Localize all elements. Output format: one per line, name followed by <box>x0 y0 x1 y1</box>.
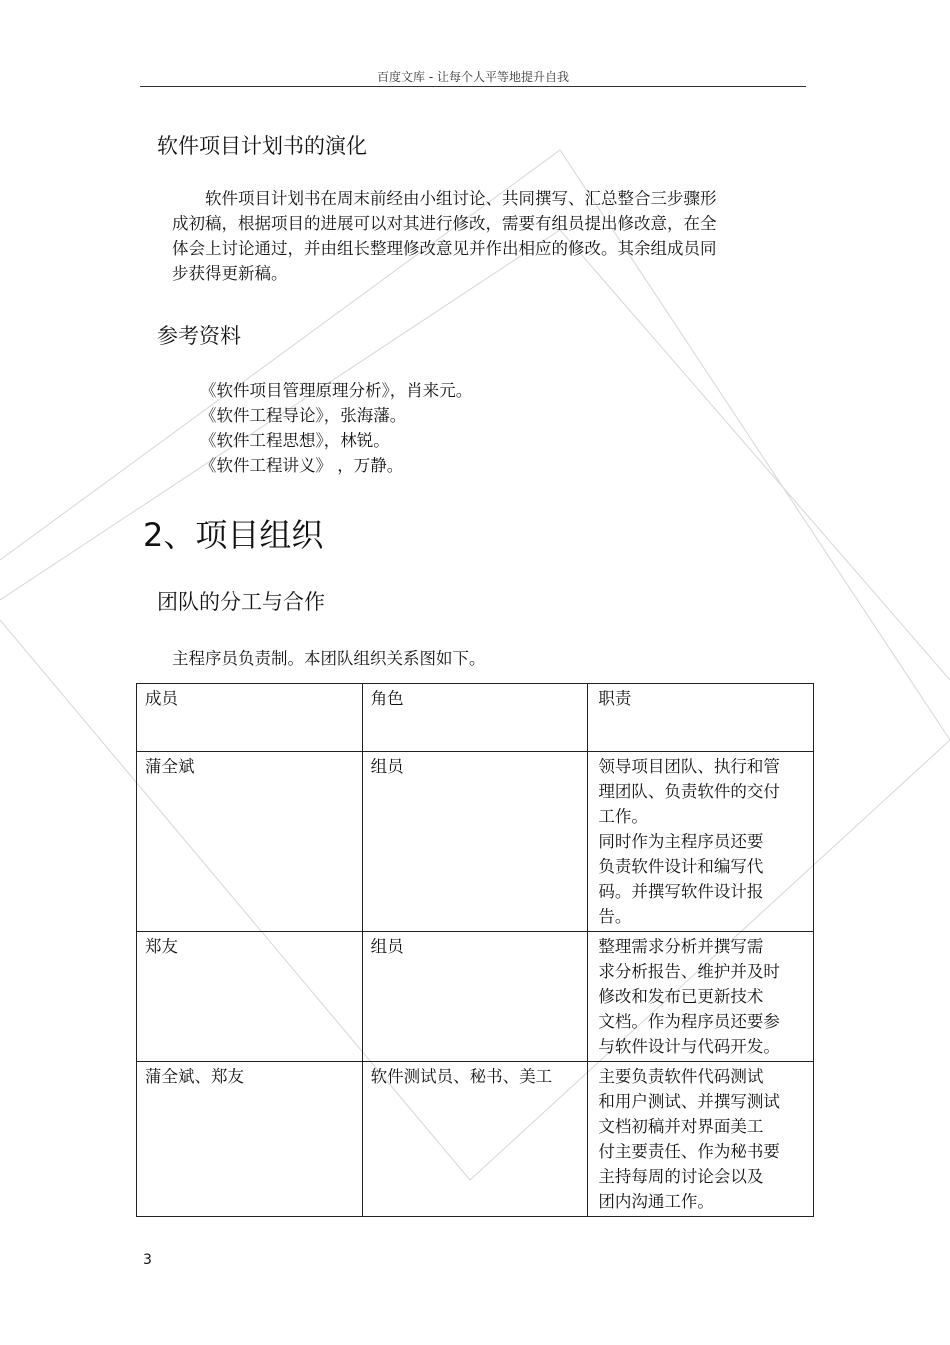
evolution-line: 步获得更新稿。 <box>172 264 288 283</box>
member-cell: 蒲全斌、郑友 <box>137 1062 363 1217</box>
duty-line: 理团队、负责软件的交付 <box>598 782 780 801</box>
duty-line: 告。 <box>598 907 632 926</box>
reference-item: 《软件工程导论》，张海藩。 <box>200 406 407 425</box>
table-row <box>137 1062 814 1217</box>
chapter-heading: 2、项目组织 <box>143 516 324 554</box>
duty-line: 主要负责软件代码测试 <box>598 1067 764 1086</box>
reference-item: 《软件项目管理原理分析》，肖来元。 <box>200 381 473 400</box>
duty-line: 主持每周的讨论会以及 <box>598 1167 764 1186</box>
reference-list <box>200 378 472 478</box>
duty-line: 和用户测试、并撰写测试 <box>598 1092 780 1111</box>
team-intro: 主程序员负责制。本团队组织关系图如下。 <box>172 649 486 668</box>
reference-item: 《软件工程思想》，林锐。 <box>200 431 390 450</box>
section-title-references: 参考资料 <box>157 324 241 348</box>
duty-line: 负责软件设计和编写代 <box>598 857 764 876</box>
reference-item: 《软件工程讲义》 ，万静。 <box>200 456 404 475</box>
duty-line: 修改和发布已更新技术 <box>598 987 764 1006</box>
duty-cell <box>588 932 814 1062</box>
duty-line: 求分析报告、维护并及时 <box>598 962 780 981</box>
team-roles-table <box>136 683 814 1217</box>
table-row <box>137 752 814 932</box>
duty-line: 码。并撰写软件设计报 <box>598 882 764 901</box>
role-cell: 软件测试员、秘书、美工 <box>362 1062 588 1217</box>
evolution-paragraph <box>172 186 772 286</box>
header-text: 百度文库 - 让每个人平等地提升自我 <box>377 70 569 84</box>
page-number: 3 <box>143 1252 152 1268</box>
section-title-team: 团队的分工与合作 <box>157 590 325 614</box>
header-cell-duty: 职责 <box>588 684 814 752</box>
duty-line: 工作。 <box>598 807 648 826</box>
duty-line: 与软件设计与代码开发。 <box>598 1037 780 1056</box>
duty-line: 整理需求分析并撰写需 <box>598 937 764 956</box>
duty-line: 同时作为主程序员还要 <box>598 832 764 851</box>
header-cell-member: 成员 <box>137 684 363 752</box>
role-cell: 组员 <box>362 932 588 1062</box>
table-header-row <box>137 684 814 752</box>
member-cell: 蒲全斌 <box>137 752 363 932</box>
table-row <box>137 932 814 1062</box>
member-cell: 郑友 <box>137 932 363 1062</box>
duty-line: 团内沟通工作。 <box>598 1192 714 1211</box>
page-header <box>140 64 806 87</box>
duty-cell <box>588 1062 814 1217</box>
evolution-line: 软件项目计划书在周末前经由小组讨论、共同撰写、汇总整合三步骤形 <box>172 189 717 208</box>
duty-line: 文档初稿并对界面美工 <box>598 1117 764 1136</box>
evolution-line: 体会上讨论通过，并由组长整理修改意见并作出相应的修改。其余组成员同 <box>172 239 717 258</box>
duty-cell <box>588 752 814 932</box>
section-title-evolution: 软件项目计划书的演化 <box>157 134 367 158</box>
evolution-line: 成初稿，根据项目的进展可以对其进行修改，需要有组员提出修改意，在全 <box>172 214 717 233</box>
duty-line: 文档。作为程序员还要参 <box>598 1012 780 1031</box>
duty-line: 付主要责任、作为秘书要 <box>598 1142 780 1161</box>
role-cell: 组员 <box>362 752 588 932</box>
duty-line: 领导项目团队、执行和管 <box>598 757 780 776</box>
header-cell-role: 角色 <box>362 684 588 752</box>
